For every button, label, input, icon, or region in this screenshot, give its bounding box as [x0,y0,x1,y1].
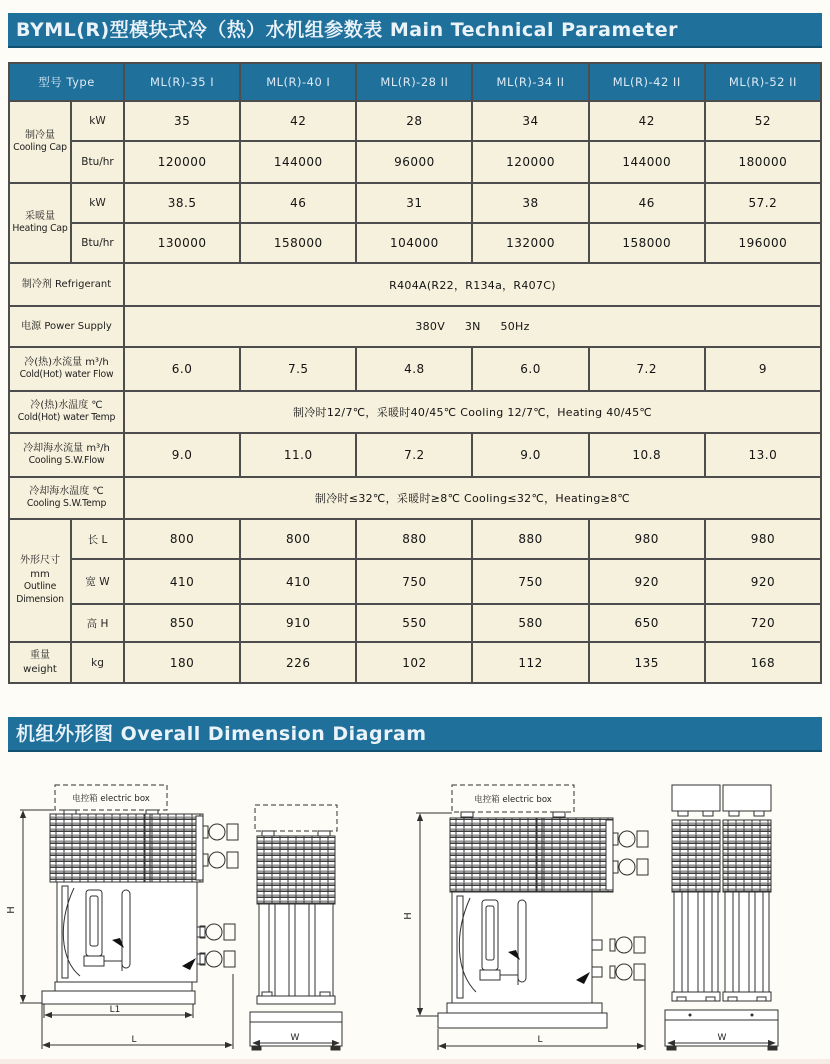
heating-btu-row [9,223,821,263]
table-cell: 410 [240,559,356,604]
table-cell: 980 [705,519,821,559]
table-cell: 550 [356,604,472,642]
electric-box-label: 电控箱 electric box [474,795,552,805]
cooling-btu-row [9,141,821,183]
table-cell: 130000 [124,223,240,263]
water-nozzle [203,852,238,868]
water-nozzle [613,831,648,847]
table-cell: 57.2 [705,183,821,223]
unit-body [452,892,592,1003]
water-nozzle [613,859,648,875]
side-view-right [665,785,778,1050]
table-cell: 102 [356,642,472,683]
front-view-left [6,785,238,1049]
table-cell: 42 [589,101,705,141]
table-cell: 920 [705,559,821,604]
table-cell: 9.0 [472,433,588,477]
dim-label-w: W [717,1033,727,1043]
table-cell: 104000 [356,223,472,263]
heating-kw-row [9,183,821,223]
table-cell: 6.0 [472,347,588,391]
unit-cell: 宽 W [71,559,124,604]
unit-cell: kg [71,642,124,683]
fin-block [257,836,335,904]
dim-label-l1: L1 [109,1005,121,1015]
weight-label: 重量 weight [9,642,71,683]
model-header: ML(R)-40 I [240,63,356,101]
table-cell: 800 [240,519,356,559]
model-header: ML(R)-52 II [705,63,821,101]
tube-section [674,892,718,992]
table-cell: 4.8 [356,347,472,391]
power-row [9,306,821,347]
table-cell: 880 [472,519,588,559]
table-cell: 132000 [472,223,588,263]
tube-section [725,892,769,992]
outline-width-row [9,559,821,604]
table-cell: 10.8 [589,433,705,477]
side-view-left [250,805,342,1050]
electric-box-outline [255,805,337,831]
table-cell: 180000 [705,141,821,183]
table-cell: 410 [124,559,240,604]
parameter-table-wrap [8,62,822,682]
refrigerant-label: 制冷剂 Refrigerant [9,263,124,306]
parameter-table [8,62,822,684]
table-cell: 750 [356,559,472,604]
table-cell: 158000 [240,223,356,263]
electric-box-outline [672,785,720,811]
table-cell: 6.0 [124,347,240,391]
sw-flow-row [9,433,821,477]
water-temp-row [9,391,821,433]
sw-temp-value: 制冷时≤32℃，采暖时≥8℃ Cooling≤32℃，Heating≥8℃ [124,477,821,519]
table-cell: 35 [124,101,240,141]
water-nozzle [200,924,235,940]
unit-cell: 长 L [71,519,124,559]
water-nozzle [203,824,238,840]
diagram-title-bar [8,717,822,752]
table-cell: 650 [589,604,705,642]
table-cell: 158000 [589,223,705,263]
table-cell: 7.2 [356,433,472,477]
model-header: ML(R)-34 II [472,63,588,101]
table-cell: 180 [124,642,240,683]
unit-cell: Btu/hr [71,223,124,263]
dim-label-l: L [131,1035,137,1045]
power-value: 380V 3N 50Hz [124,306,821,347]
weight-row [9,642,821,683]
outline-height-row [9,604,821,642]
table-cell: 800 [124,519,240,559]
base-frame [438,1013,607,1028]
model-header: ML(R)-42 II [589,63,705,101]
table-cell: 720 [705,604,821,642]
fin-block [723,820,771,892]
electric-box-outline [723,785,771,811]
model-header: ML(R)-28 II [356,63,472,101]
unit-cell: Btu/hr [71,141,124,183]
water-temp-label: 冷(热)水温度 ℃ Cold(Hot) water Temp [9,391,124,433]
overall-dimension-diagram [0,764,830,1064]
model-header: ML(R)-35 I [124,63,240,101]
main-title: BYML(R)型模块式冷（热）水机组参数表 Main Technical Parameter [16,19,679,41]
dim-label-h: H [6,906,17,914]
water-nozzle [200,951,235,967]
heating-label: 采暖量 Heating Cap [9,183,71,263]
water-flow-row [9,347,821,391]
sw-temp-row [9,477,821,519]
table-cell: 9.0 [124,433,240,477]
unit-cell: 高 H [71,604,124,642]
electric-box-label: 电控箱 electric box [72,794,150,804]
fin-block [672,820,720,892]
base-plate [447,1003,602,1013]
table-cell: 7.2 [589,347,705,391]
table-cell: 144000 [589,141,705,183]
table-cell: 910 [240,604,356,642]
fin-block [50,814,203,882]
sw-flow-label: 冷却海水流量 m³/h Cooling S.W.Flow [9,433,124,477]
diagram-title: 机组外形图 Overall Dimension Diagram [16,723,427,745]
refrigerant-row [9,263,821,306]
unit-body [57,882,197,982]
table-cell: 31 [356,183,472,223]
table-cell: 34 [472,101,588,141]
table-cell: 28 [356,101,472,141]
table-cell: 13.0 [705,433,821,477]
power-label: 电源 Power Supply [9,306,124,347]
table-cell: 196000 [705,223,821,263]
table-cell: 46 [589,183,705,223]
cooling-label: 制冷量 Cooling Cap [9,101,71,183]
table-cell: 850 [124,604,240,642]
table-cell: 120000 [472,141,588,183]
main-title-bar [8,13,822,48]
tube-section [259,904,333,996]
water-nozzle [610,964,645,980]
water-flow-label: 冷(热)水流量 m³/h Cold(Hot) water Flow [9,347,124,391]
table-cell: 7.5 [240,347,356,391]
cooling-kw-row [9,101,821,141]
table-cell: 226 [240,642,356,683]
table-cell: 11.0 [240,433,356,477]
table-cell: 920 [589,559,705,604]
table-cell: 750 [472,559,588,604]
table-cell: 9 [705,347,821,391]
table-cell: 52 [705,101,821,141]
table-cell: 168 [705,642,821,683]
base-plate [55,982,192,991]
front-view-right [403,785,648,1050]
unit-cell: kW [71,183,124,223]
outline-label: 外形尺寸 mm Outline Dimension [9,519,71,642]
water-temp-value: 制冷时12/7℃，采暖时40/45℃ Cooling 12/7℃，Heating 40/45℃ [124,391,821,433]
type-header-cell: 型号 Type [9,63,124,101]
dim-label-h: H [403,912,414,920]
fin-block [450,818,613,892]
table-cell: 880 [356,519,472,559]
dim-label-w: W [290,1033,300,1043]
outline-length-row [9,519,821,559]
dim-label-l: L [537,1035,543,1045]
table-cell: 580 [472,604,588,642]
table-cell: 135 [589,642,705,683]
water-nozzle [610,937,645,953]
table-cell: 96000 [356,141,472,183]
table-cell: 980 [589,519,705,559]
table-cell: 144000 [240,141,356,183]
table-cell: 42 [240,101,356,141]
refrigerant-value: R404A(R22，R134a，R407C) [124,263,821,306]
unit-cell: kW [71,101,124,141]
table-cell: 38 [472,183,588,223]
base-frame [42,991,195,1004]
table-header-row [9,63,821,101]
table-cell: 38.5 [124,183,240,223]
table-cell: 46 [240,183,356,223]
table-cell: 112 [472,642,588,683]
scan-artifact-strip [0,1059,830,1064]
sw-temp-label: 冷却海水温度 ℃ Cooling S.W.Temp [9,477,124,519]
table-cell: 120000 [124,141,240,183]
